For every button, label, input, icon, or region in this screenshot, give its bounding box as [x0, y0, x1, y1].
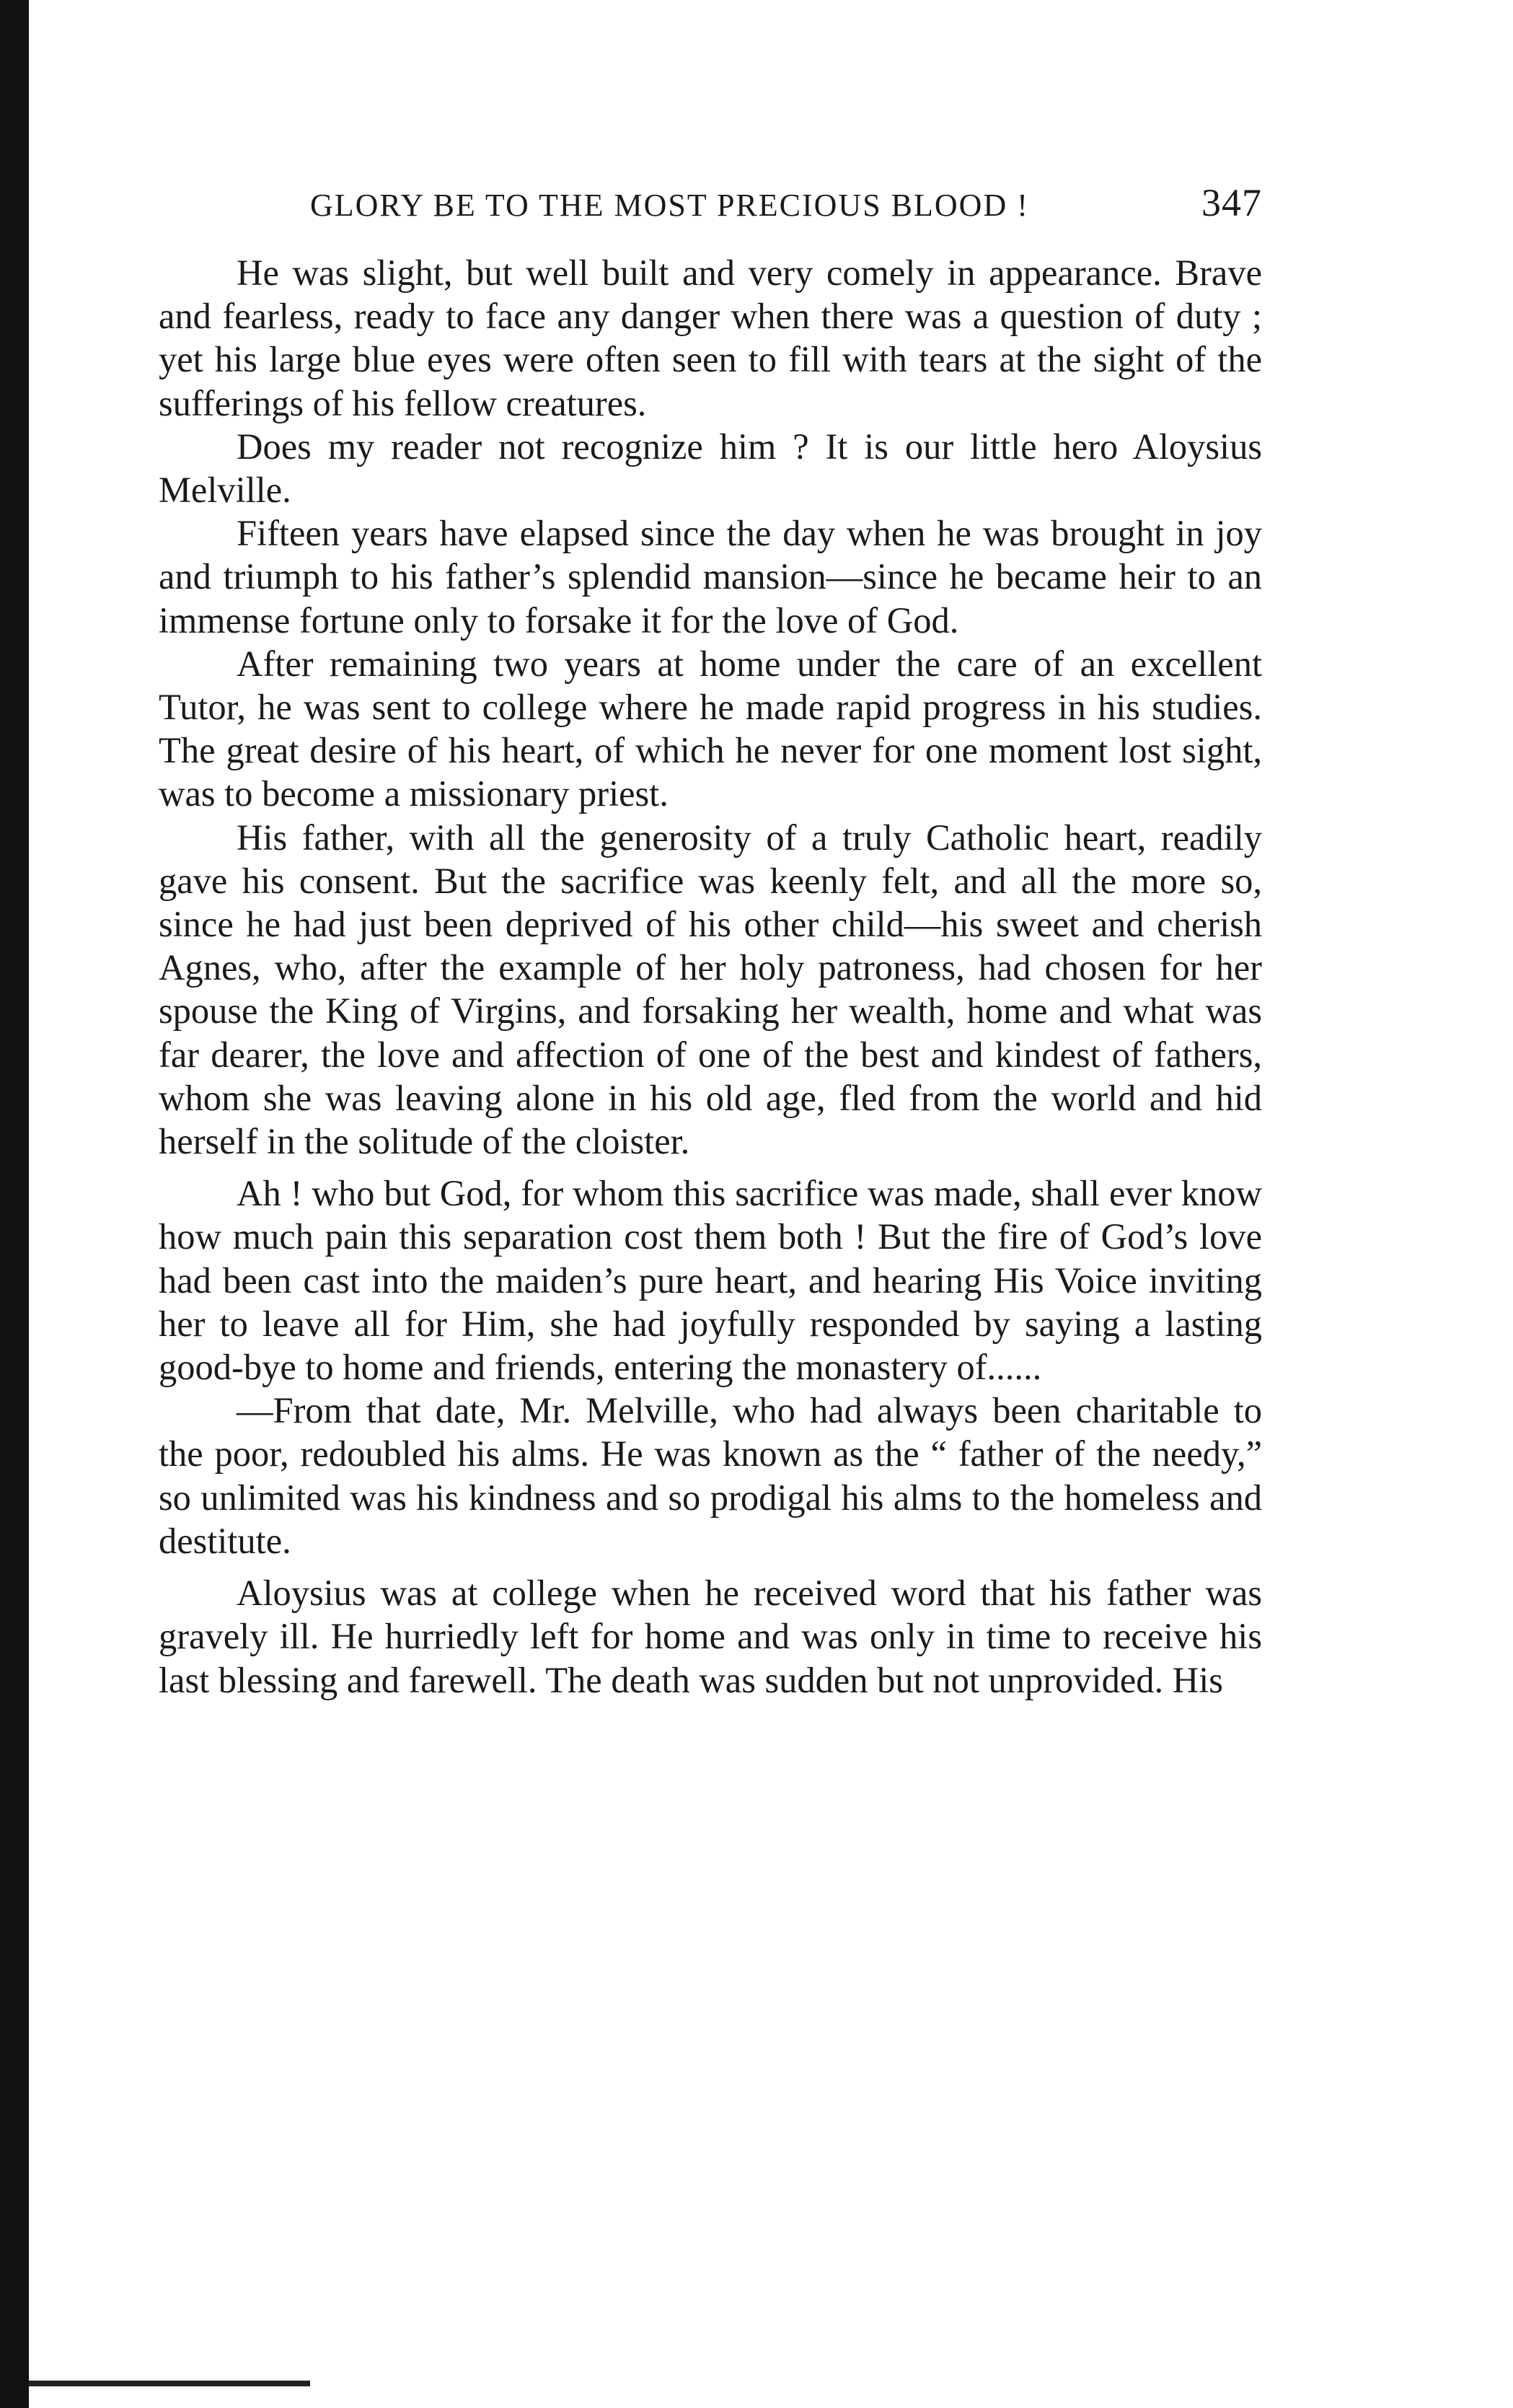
paragraph-4: After remaining two years at home under the care of an excellent Tutor, he was sent to college where he made rapid progress in his studies. The great desire of his heart, of which he never for one moment lost sight, was to become a missionary priest.: [159, 643, 1262, 814]
book-page: [159, 180, 1262, 1702]
binding-shadow: [29, 2381, 310, 2386]
paragraph-1: He was slight, but well built and very comely in appearance. Brave and fearless, ready to face any danger when there was a question of duty ; yet his large blue eyes were often seen to fill with tears at the sight of the sufferings of his fellow creatures.: [159, 252, 1262, 423]
body-text: [159, 251, 1262, 1702]
paragraph-8: Aloysius was at college when he received word that his father was gravely ill. He hurriedly left for home and was only in time to receive his last blessing and farewell. The death was sudden but not unprovided. His: [159, 1573, 1262, 1700]
running-head: [310, 180, 1262, 224]
page-number: 347: [1201, 181, 1262, 224]
paragraph-3: Fifteen years have elapsed since the day when he was brought in joy and triumph to his father’s splendid mansion—since he became heir to an immense fortune only to forsake it for the love of God.: [159, 513, 1262, 641]
binding-edge: [0, 0, 29, 2408]
paragraph-5: His father, with all the generosity of a truly Catholic heart, readily gave his consent. But the sacrifice was keenly felt, and all the more so, since he had just been deprived of his other child—his sweet and cherish Agnes, who, after the example of her holy patroness, had chosen for her spouse the King of Virgins, and forsaking her wealth, home and what was far dearer, the love and affection of one of the best and kindest of fathers, whom she was leaving alone in his old age, fled from the world and hid herself in the solitude of the cloister.: [159, 817, 1262, 1162]
paragraph-6: Ah ! who but God, for whom this sacrifice was made, shall ever know how much pain this separation cost them both ! But the fire of God’s love had been cast into the maiden’s pure heart, and hearing His Voice inviting her to leave all for Him, she had joyfully responded by saying a lasting good-bye to home and friends, entering the monastery of......: [159, 1173, 1262, 1388]
paragraph-7: —From that date, Mr. Melville, who had always been charitable to the poor, redoubled his alms. He was known as the “ father of the needy,” so unlimited was his kindness and so prodigal his alms to the homeless and destitute.: [159, 1390, 1262, 1561]
running-title: GLORY BE TO THE MOST PRECIOUS BLOOD !: [310, 188, 1029, 223]
paragraph-2: Does my reader not recognize him ? It is our little hero Aloysius Melville.: [159, 426, 1262, 511]
